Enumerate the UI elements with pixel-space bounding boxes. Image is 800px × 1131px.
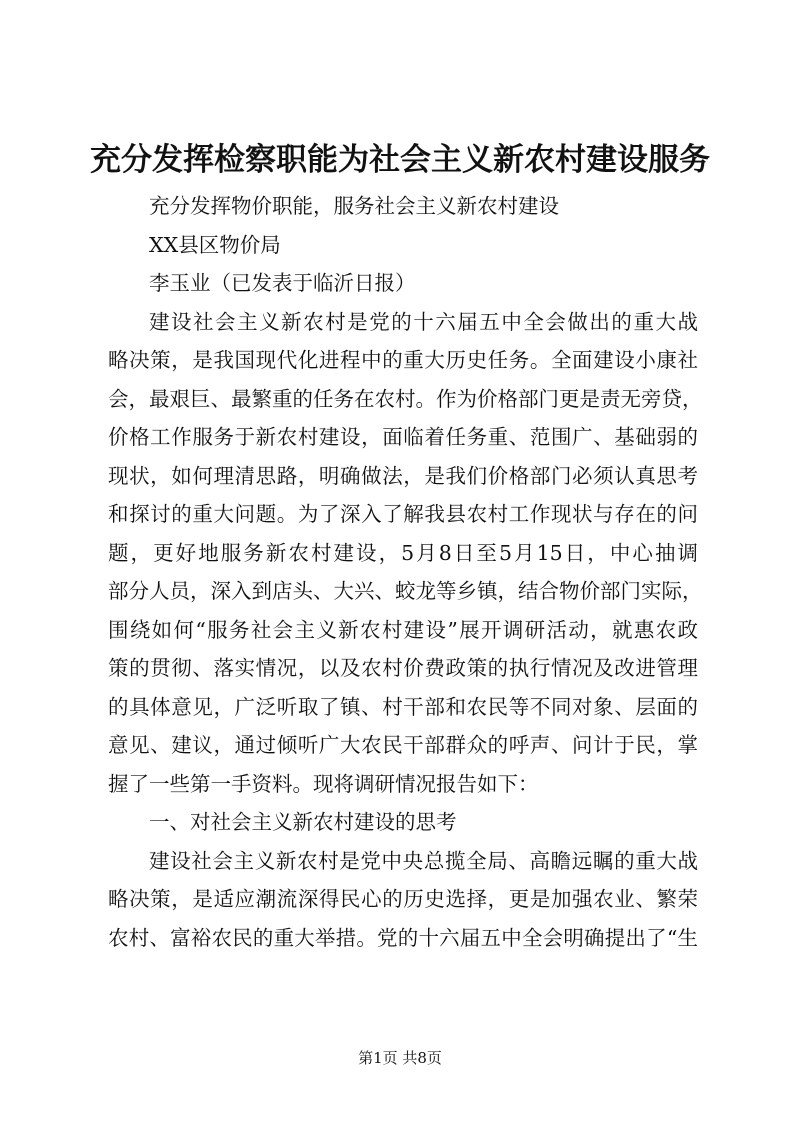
page-footer: 第1页 共8页: [358, 1049, 442, 1067]
paragraph-2: [108, 842, 698, 958]
paragraph-1: [108, 303, 703, 804]
paragraph-line: 略决策，是我国现代化进程中的重大历史任务。全面建设小康社: [108, 348, 698, 372]
paragraph-line: 题，更好地服务新农村建设，5月8日至5月15日，中心抽调: [108, 540, 698, 565]
paragraph-line: 部分人员，深入到店头、大兴、蛟龙等乡镇，结合物价部门实际，: [108, 579, 703, 603]
document-body: [108, 187, 703, 957]
paragraph-line: 意见、建议，通过倾听广大农民干部群众的呼声、问计于民，掌: [108, 733, 698, 757]
organization: XX县区物价局: [149, 232, 281, 257]
paragraph-line: 围绕如何“服务社会主义新农村建设”展开调研活动，就惠农政: [108, 617, 698, 642]
paragraph-line: 建设社会主义新农村是党的十六届五中全会做出的重大战: [149, 309, 698, 334]
subtitle: 充分发挥物价职能，服务社会主义新农村建设: [149, 194, 559, 218]
author-line: 李玉业（已发表于临沂日报）: [149, 271, 416, 295]
paragraph-line: 农村、富裕农民的重大举措。党的十六届五中全会明确提出了“生: [108, 925, 698, 950]
section-heading: 一、对社会主义新农村建设的思考: [149, 810, 457, 834]
document-title: 充分发挥检察职能为社会主义新农村建设服务: [90, 142, 710, 178]
paragraph-line: 握了一些第一手资料。现将调研情况报告如下：: [108, 771, 539, 796]
paragraph-line: 价格工作服务于新农村建设，面临着任务重、范围广、基础弱的: [108, 425, 698, 449]
paragraph-line: 略决策，是适应潮流深得民心的历史选择，更是加强农业、繁荣: [108, 887, 698, 911]
paragraph-line: 现状，如何理清思路，明确做法，是我们价格部门必须认真思考: [108, 463, 698, 488]
paragraph-line: 建设社会主义新农村是党中央总揽全局、高瞻远瞩的重大战: [149, 848, 698, 873]
paragraph-line: 的具体意见，广泛听取了镇、村干部和农民等不同对象、层面的: [108, 694, 698, 719]
paragraph-line: 和探讨的重大问题。为了深入了解我县农村工作现状与存在的问: [108, 502, 698, 526]
paragraph-line: 策的贯彻、落实情况，以及农村价费政策的执行情况及改进管理: [108, 656, 698, 680]
paragraph-line: 会，最艰巨、最繁重的任务在农村。作为价格部门更是责无旁贷，: [108, 386, 703, 411]
